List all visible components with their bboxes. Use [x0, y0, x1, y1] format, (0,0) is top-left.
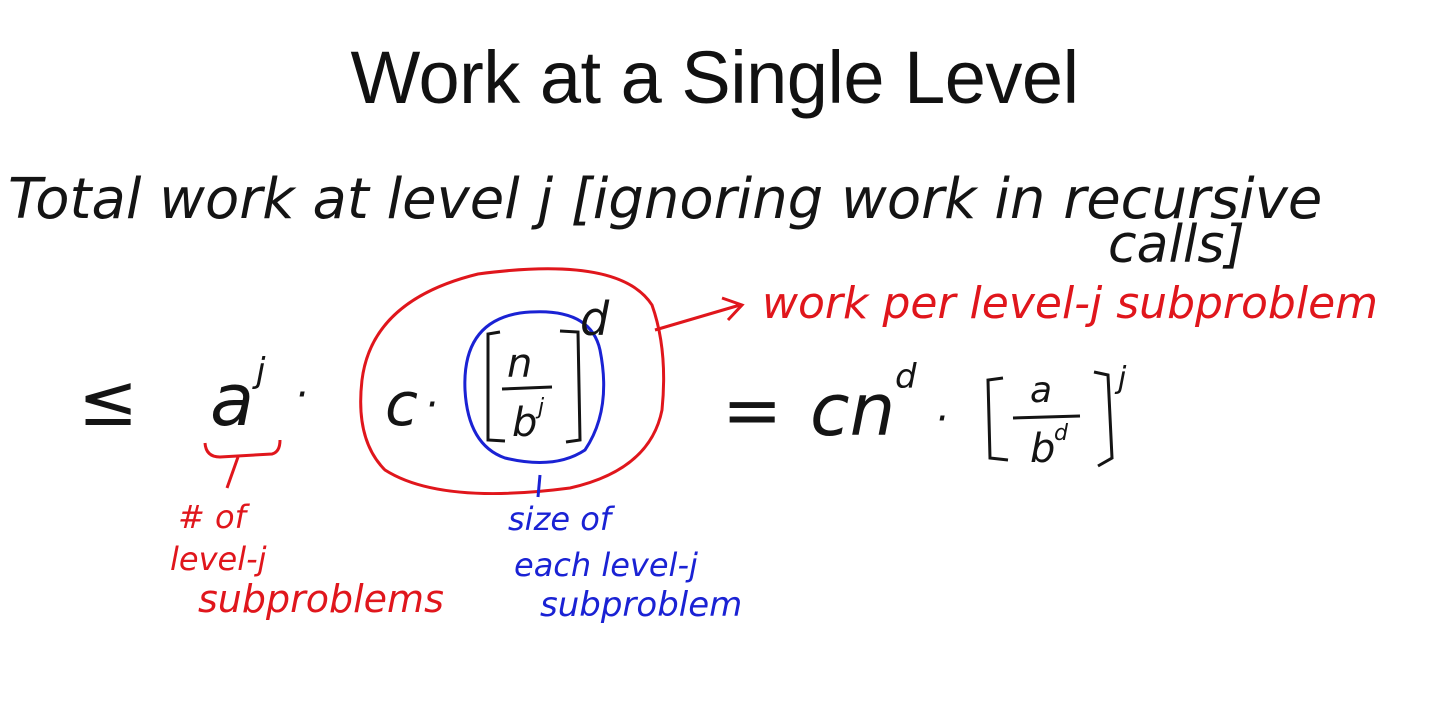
num-subproblems-line-2: level-j [170, 540, 267, 578]
size-line-3: subproblem [540, 585, 743, 625]
size-line-1: size of [508, 500, 612, 538]
equals-sign: = [722, 368, 783, 452]
right-bracket [560, 331, 580, 442]
red-arrow-line [655, 305, 740, 330]
blue-pointer-line [538, 475, 540, 497]
b-denominator: b [512, 400, 538, 446]
dot-1: · [295, 372, 308, 418]
red-pointer-line [227, 457, 238, 488]
dot-3: · [935, 396, 948, 442]
left-bracket [488, 332, 505, 441]
j-exponent-2: j [538, 395, 545, 420]
rhs-b-denominator: b [1030, 426, 1056, 472]
d-exponent-2: d [895, 357, 917, 397]
red-underbrace [205, 440, 280, 457]
a-term: a [210, 358, 255, 442]
fraction-bar [502, 387, 552, 389]
rhs-fraction-bar [1013, 416, 1080, 418]
n-numerator: n [507, 341, 533, 387]
d-exponent: d [580, 292, 610, 346]
cn-term: cn [810, 368, 896, 452]
statement-line-2: calls] [1108, 215, 1245, 275]
dot-2: · [425, 382, 438, 428]
num-subproblems-line-1: # of [178, 498, 246, 536]
rhs-j-exponent: j [1118, 361, 1127, 396]
size-line-2: each level-j [514, 546, 698, 584]
c-term: c [385, 370, 418, 440]
rhs-left-bracket [988, 378, 1008, 460]
slide-title: Work at a Single Level [350, 36, 1079, 119]
rhs-right-bracket [1094, 372, 1112, 466]
work-per-label: work per level-j subproblem [762, 278, 1379, 329]
leq-symbol: ≤ [78, 358, 139, 442]
rhs-a-numerator: a [1030, 370, 1053, 411]
statement-line-1: Total work at level j [ignoring work in recursive [8, 167, 1323, 232]
num-subproblems-line-3: subproblems [198, 577, 444, 621]
j-exponent: j [256, 351, 266, 391]
rhs-d-exponent: d [1054, 421, 1068, 446]
